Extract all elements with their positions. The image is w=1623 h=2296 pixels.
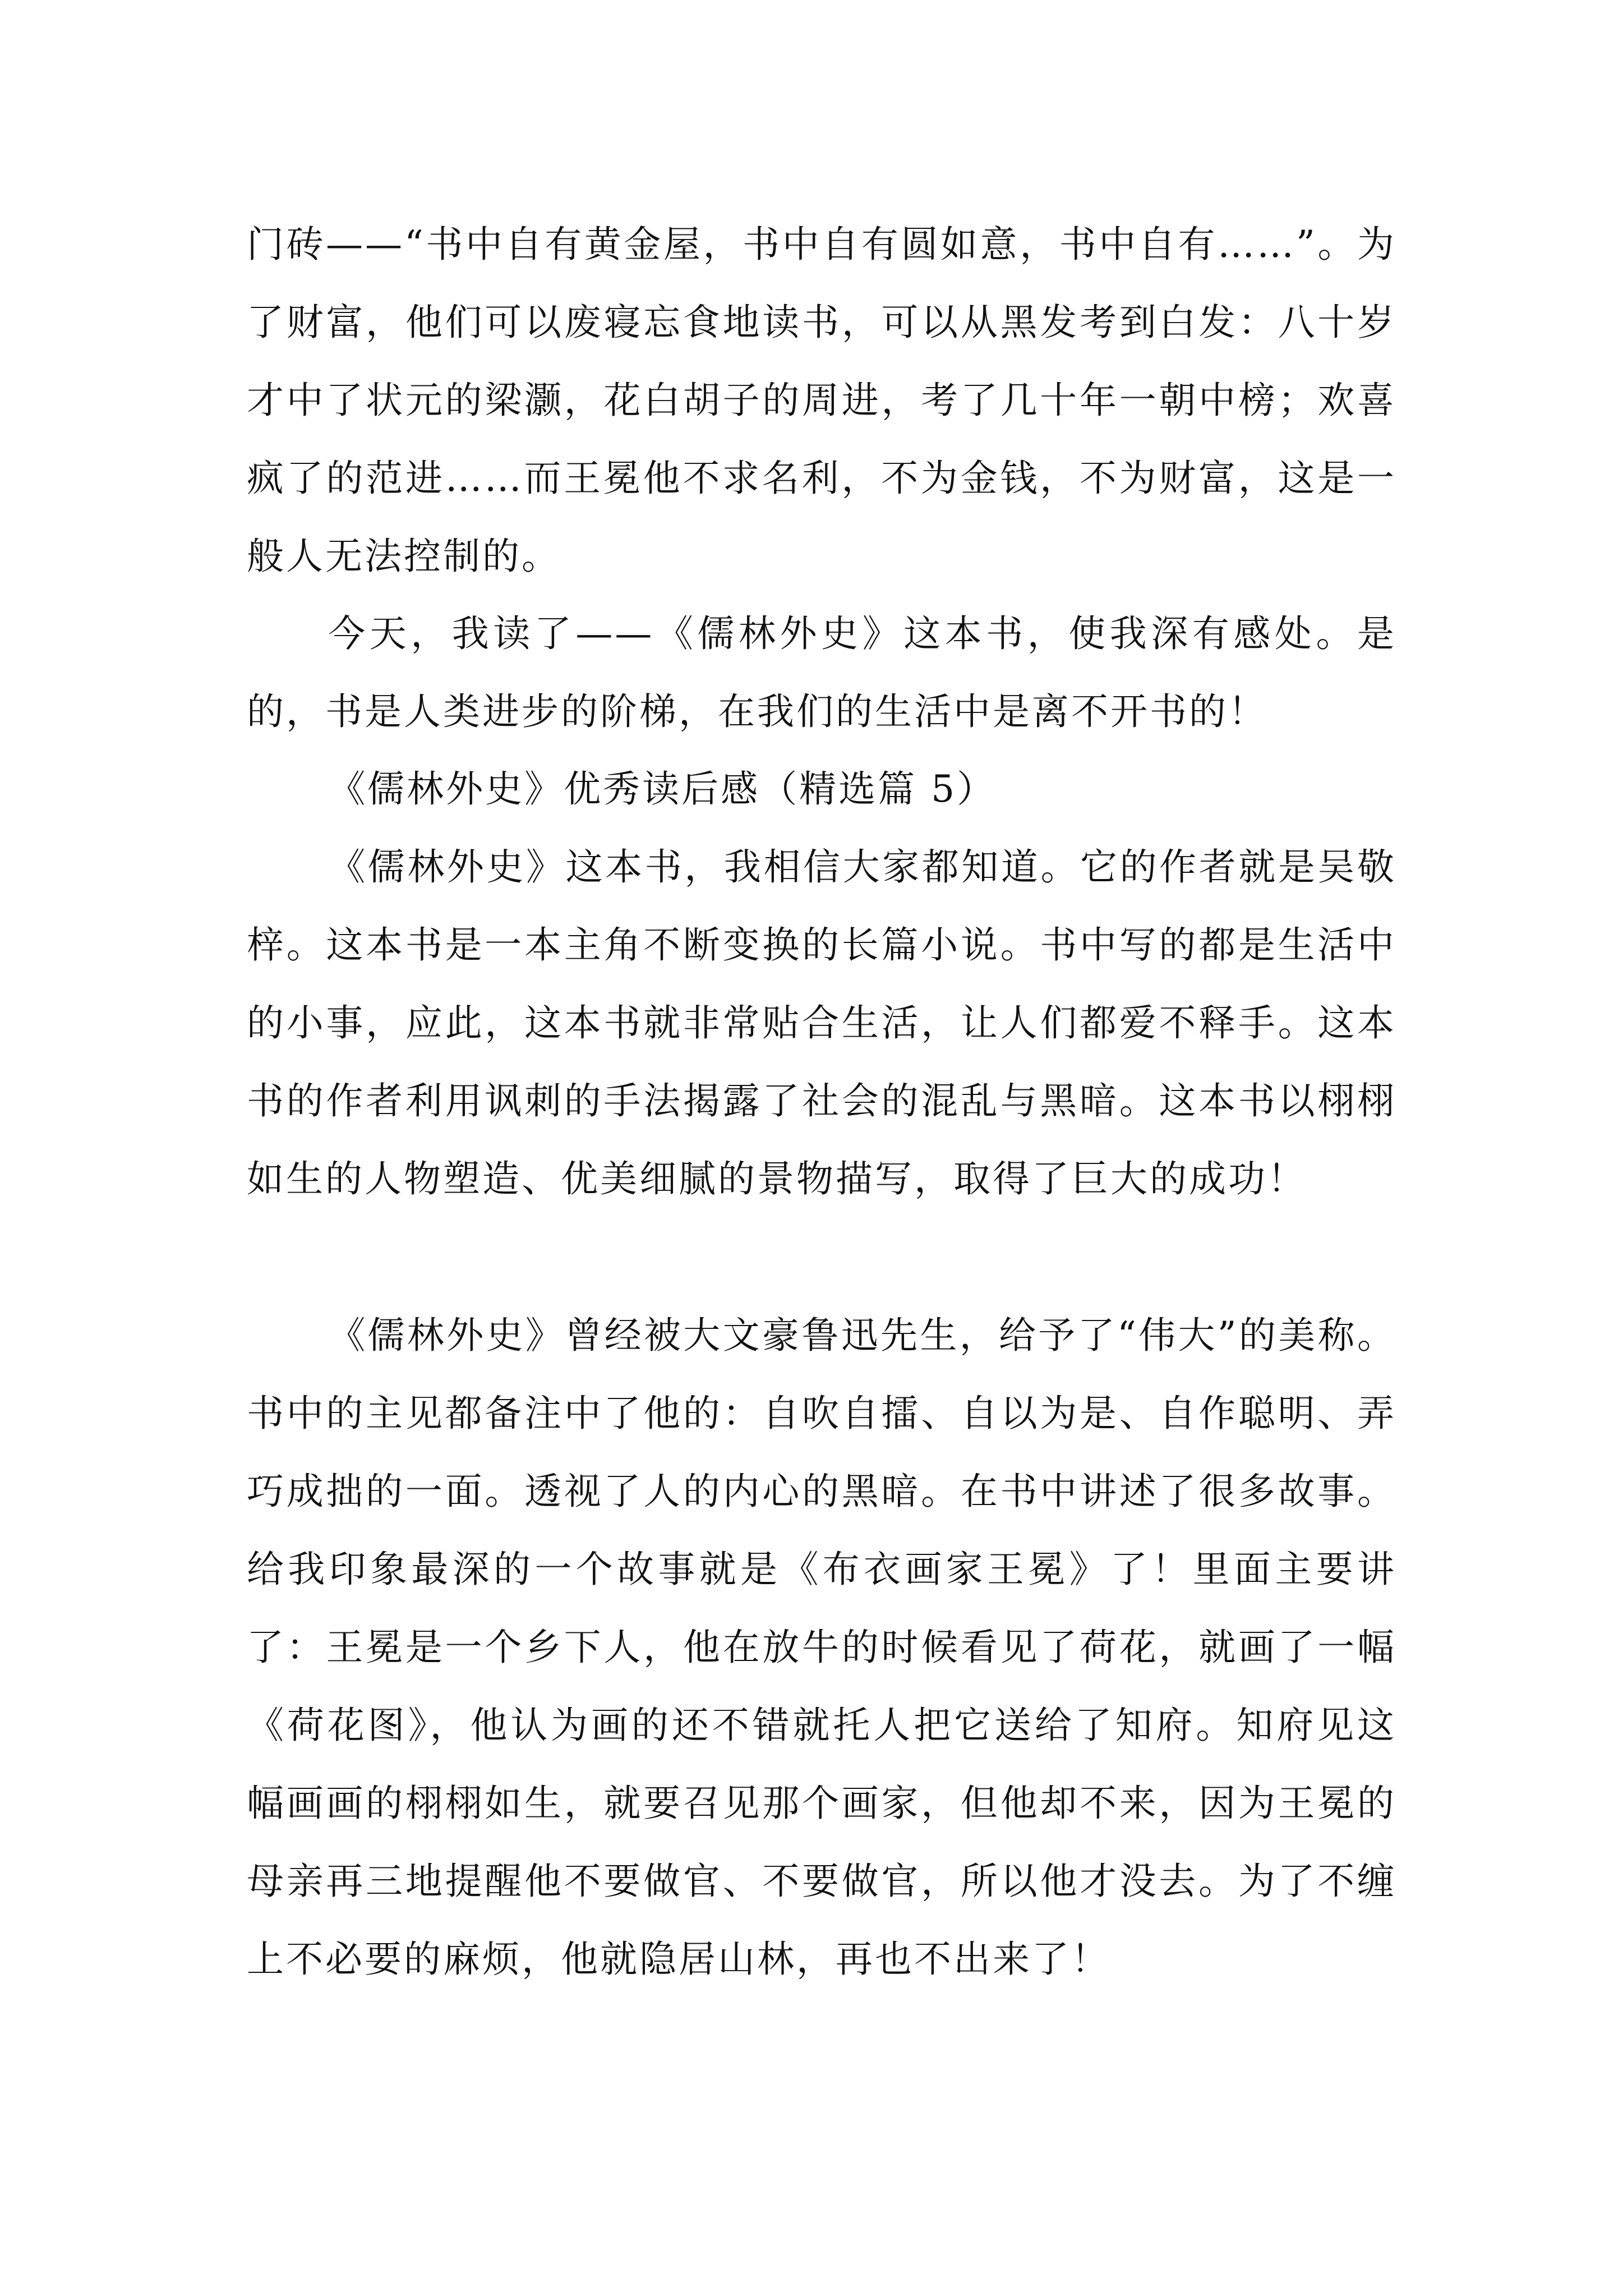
paragraph-reflection: 今天，我读了——《儒林外史》这本书，使我深有感处。是的，书是人类进步的阶梯，在我们的生活中是离不开书的！ (247, 612, 1396, 733)
paragraph-intro: 《儒林外史》这本书，我相信大家都知道。它的作者就是吴敬梓。这本书是一本主角不断变换的长篇小说。书中写的都是生活中的小事，应此，这本书就非常贴合生活，让人们都爱不释手。这本书的作者利用讽刺的手法揭露了社会的混乱与黑暗。这本书以栩栩如生的人物塑造、优美细腻的景物描写，取得了巨大的成功！ (247, 845, 1396, 1200)
section-heading: 《儒林外史》优秀读后感（精选篇 5） (328, 767, 997, 811)
paragraph-continuation: 门砖——“书中自有黄金屋，书中自有圆如意，书中自有……”。为了财富，他们可以废寝忘食地读书，可以从黑发考到白发：八十岁才中了状元的梁灏，花白胡子的周进，考了几十年一朝中榜；欢喜疯了的范进……而王冕他不求名利，不为金钱，不为财富，这是一般人无法控制的。 (247, 223, 1396, 578)
paragraph-story: 《儒林外史》曾经被大文豪鲁迅先生，给予了“伟大”的美称。书中的主见都备注中了他的：自吹自擂、自以为是、自作聪明、弄巧成拙的一面。透视了人的内心的黑暗。在书中讲述了很多故事。给我印象最深的一个故事就是《布衣画家王冕》了！里面主要讲了：王冕是一个乡下人，他在放牛的时候看见了荷花，就画了一幅《荷花图》，他认为画的还不错就托人把它送给了知府。知府见这幅画画的栩栩如生，就要召见那个画家，但他却不来，因为王冕的母亲再三地提醒他不要做官、不要做官，所以他才没去。为了不缠上不必要的麻烦，他就隐居山林，再也不出来了！ (247, 1314, 1396, 1981)
